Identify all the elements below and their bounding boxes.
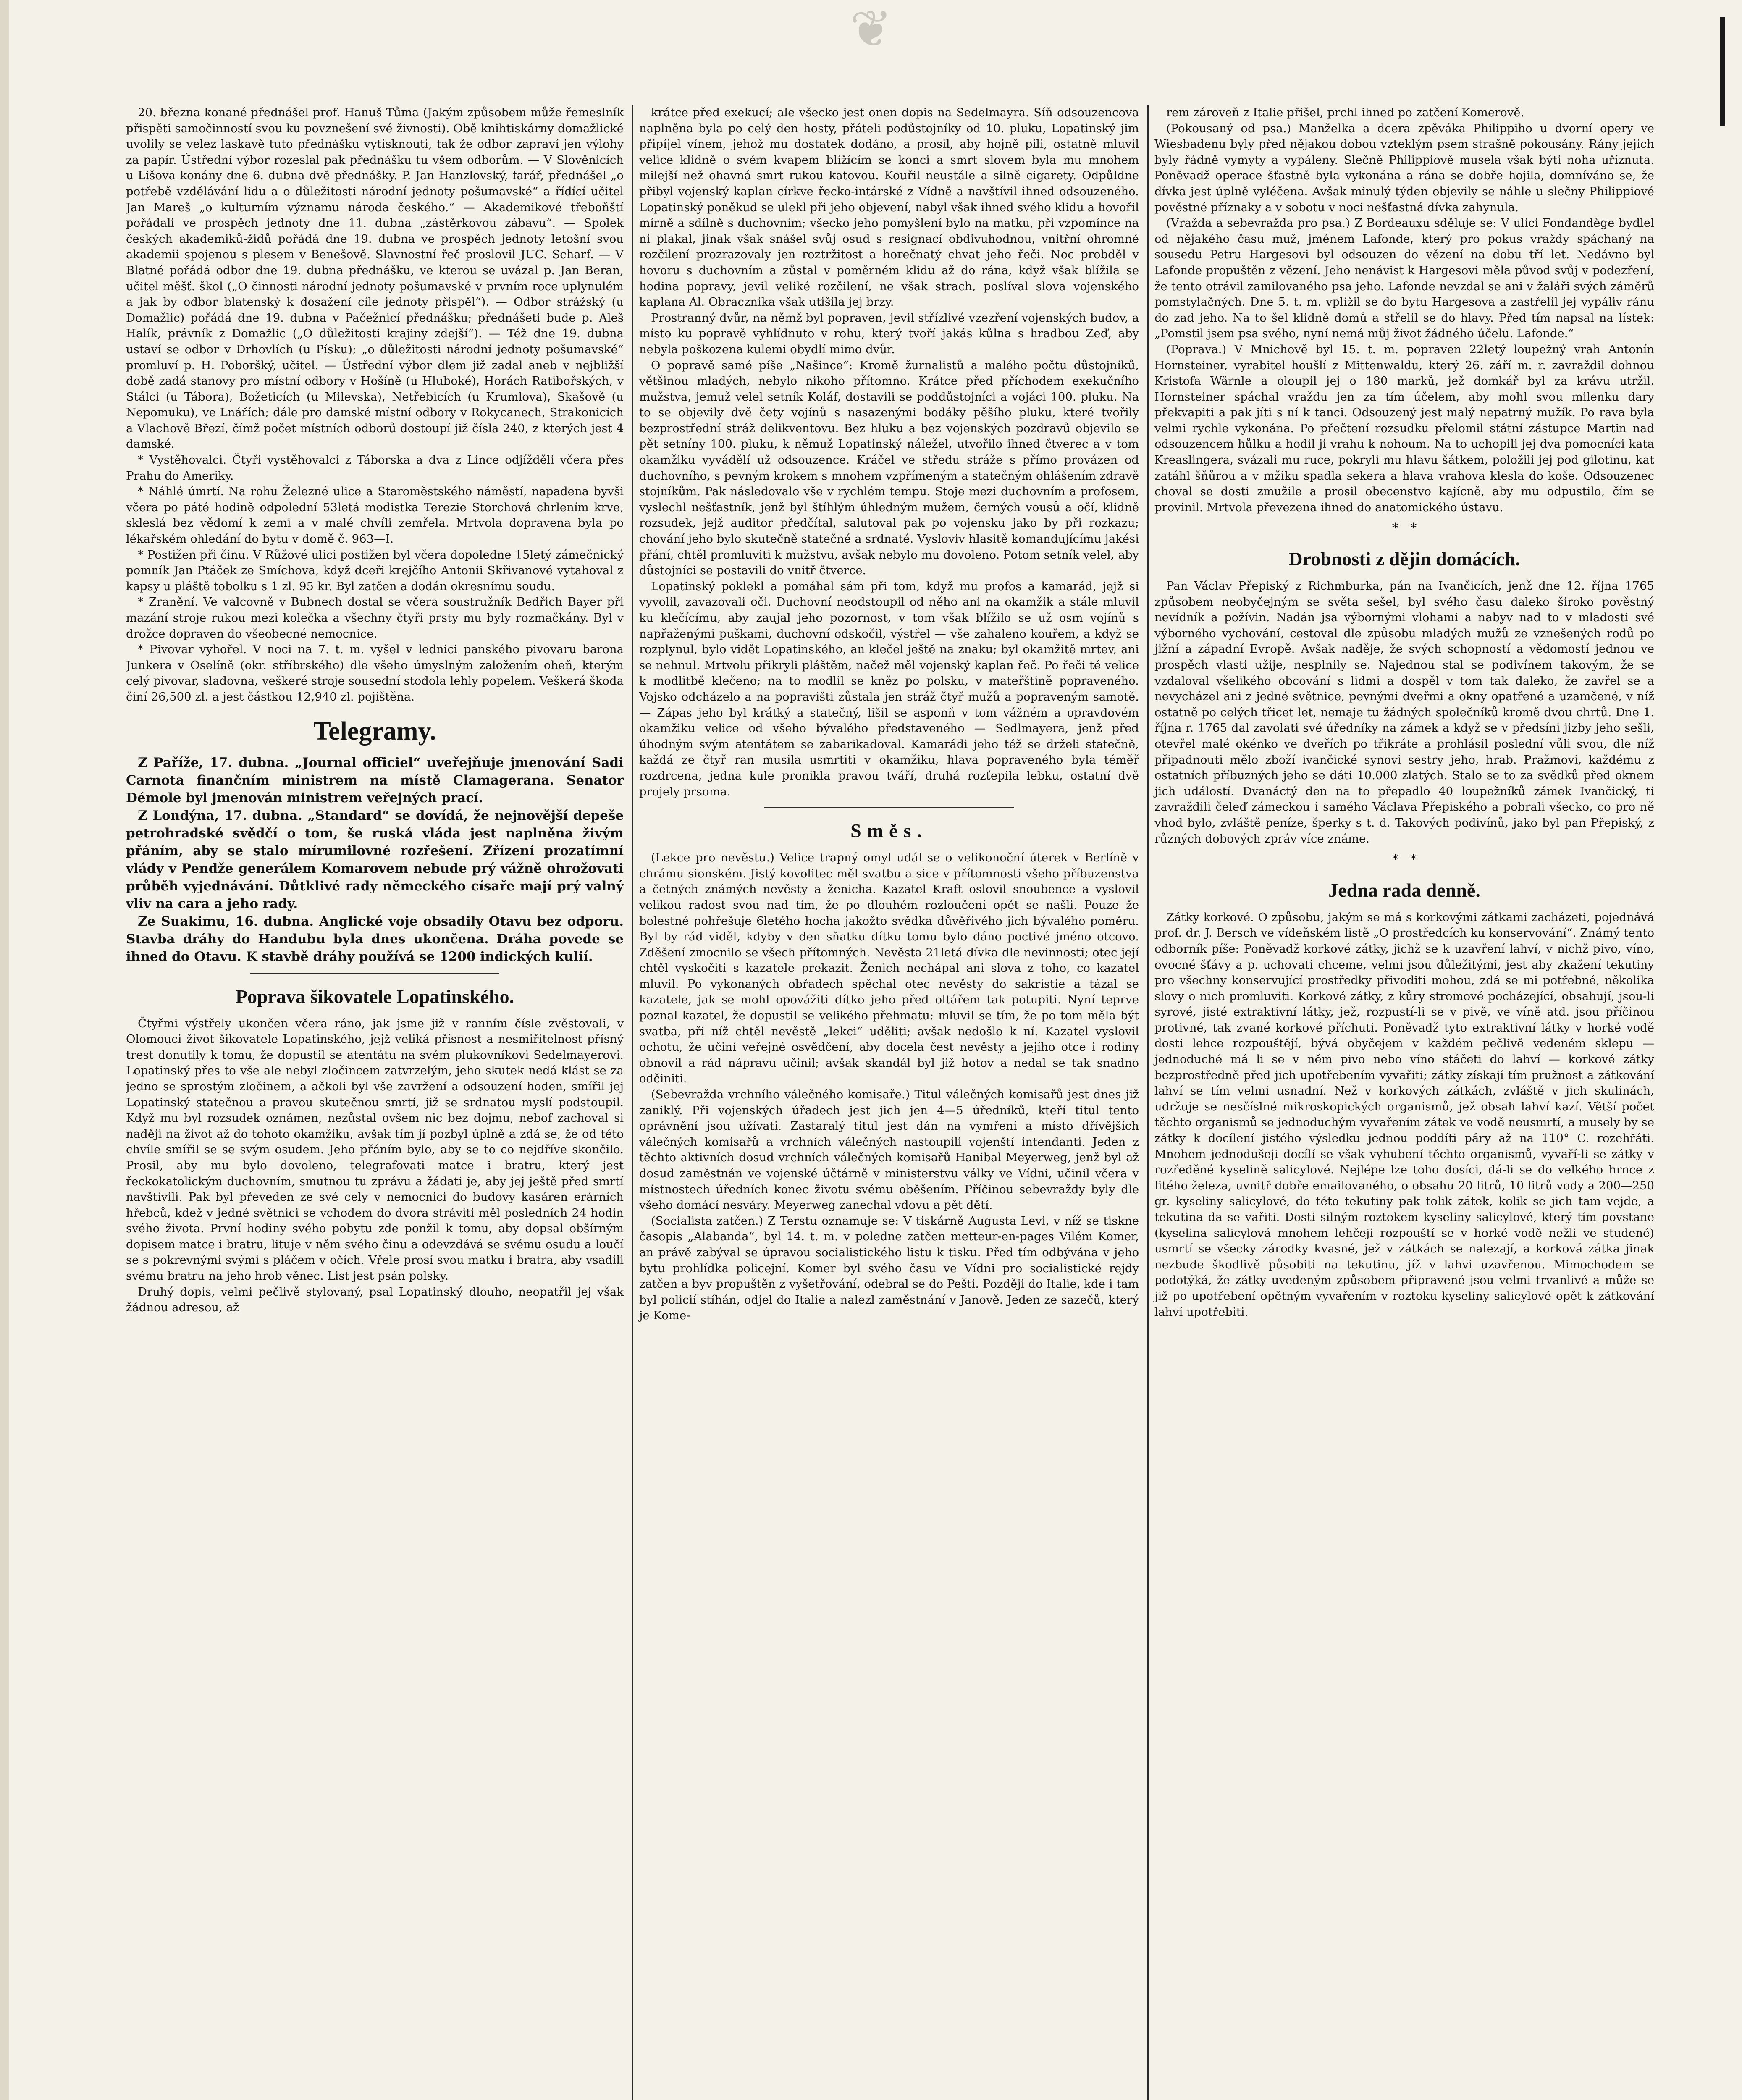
telegram: Ze Suakimu, 16. dubna. Anglické voje obsadily Otavu bez odporu. Stavba dráhy do Handubu byla dnes ukončena. Dráha povede se ihned do Otavu. K stavbě dráhy používá se 1200 indických kulií.: [126, 914, 624, 964]
paragraph: (Sebevražda vrchního válečného komisaře.) Titul válečných komisařů jest dnes již zaniklý. Při vojenských úřadech jest jich jen 4—5 úředníků, kteří titul tento oprávnění jsou užívati. Zastaralý titul jest dán na vymření a místo dřívějších válečných komisařů a vrchních válečných nastoupili vojenští intendanti. Jeden z těchto aktivních dosud vrchních válečných komisařů Hanibal Meyerweg, jenž byl až dosud zaměstnán ve vojenské účtárně v ministerstvu války ve Vídni, učinil včera v místnostech úředních konec životu svému oběšením. Příčinou sebevraždy byly dle všeho domácí nesváry. Meyerweg zanechal vdovu a pět dětí.: [639, 1088, 1139, 1212]
paragraph: Pan Václav Přepiský z Richmburka, pán na Ivančicích, jenž dne 12. října 1765 způsobem neobyčejným se světa sešel, byl svého času daleko široko pověstný nevídník a požívin. Nadán jsa výbornými vlohami a nabyv nad to v mladosti své výborného vychování, cestoval dle způsobu mladých mužů ze vznešených rodů po jižní a západní Evropě. Avšak naděje, že svých schopností a vědomostí jednou ve prospěch vlasti užije, nesplnily se. Najednou stal se podivínem takovým, že se vzdaloval všelikého obcování s lidmi a dospěl v tom tak daleko, že zavřel se a nevycházel ani z jedné světnice, pevnými dveřmi a okny opatřené a uzamčené, v níž ostatně po celých třicet let, nemaje tu žádných společníků kromě dvou chrtů. Dne 1. října r. 1765 dal zavolati své úředníky na zámek a když se v předsíni jizby jeho sešli, otevřel malé okénko ve dveřích po třikráte a prohlásil poslední vůli svou, dle níž připadnouti mělo zboží ivančické synovi sestry jeho, hrab. Pražmovi, každému z ostatních příbuzných jeho se dáti 10.000 zlatých. Stalo se to za svědků před oknem jich událostí. Dvanáctý den na to přepadlo 40 loupežníků zámek Ivančický, ti zavraždili čeleď zámeckou i samého Václava Přepiského a pobrali všecko, co pro ně vhod bylo, zvláště peníze, šperky s t. d. Takových podivínů, jako byl pan Přepiský, z různých dobových zpráv více známe.: [1154, 579, 1654, 845]
paragraph: (Pokousaný od psa.) Manželka a dcera zpěváka Philippiho u dvorní opery ve Wiesbadenu byly před nějakou dobou vzteklým psem strašně pokousány. Rány jejich byly řádně vymyty a vypáleny. Slečně Philippiově musela však býti noha uříznuta. Poněvadž operace šťastně byla vykonána a rána se dobře hojila, domníváno se, že dívka jest úplně vyléčena. Avšak minulý týden objevily se náhle u slečny Philippiové pověstné příznaky a v sobotu v noci nešťastná dívka zahynula.: [1154, 121, 1654, 214]
column-2: [632, 105, 1139, 2100]
paragraph: (Lekce pro nevěstu.) Velice trapný omyl udál se o velikonoční úterek v Berlíně v chrámu sionském. Jistý kovolitec měl svatbu a sice v přítomnosti všeho příbuzenstva a četných známých nevěsty a ženicha. Kazatel Kraft oslovil snoubence a vyslovil velikou radost svou nad tím, že po dlouhém rozloučení opět se našli. Pouze že bolestné pohřešuje 6letého hocha jakožto svědka důvěřivého jich bývalého poměru. Byl by rád viděl, kdyby v den sňatku dítku tomu bylo dáno poctivé jméno otcovo. Zděšení zmocnilo se všech přítomných. Nevěsta 21letá dívka dle nevinnosti; otec její chtěl vyskočiti s kazatele prekazit. Ženich nechápal ani slova z toho, co kazatel mluvil. Po vykonaných obřadech spěchal otec nevěsty do sakristie a tázal se kazatele, jak se mohl opovážiti dítko jeho před oltářem tak potupiti. Nyní teprve poznal kazatel, že dopustil se velikého přehmatu: mluvil se tím, že po tom měla být svatba, při níž chtěl nevěstě „lekci“ uděliti; avšak nedošlo k ní. Kazatel vyslovil ochotu, že učiní veřejné osvědčení, aby docela čest nevěsty a jejího otce i rodiny obnovil a rád nápravu učinil; avšak skandál byl již hotov a nedal se tak snadno odčiniti.: [639, 851, 1139, 1086]
paragraph: * Postižen při činu. V Růžové ulici postižen byl včera dopoledne 15letý zámečnický pomník Jan Ptáček ze Smíchova, když dceři krejčího Antonii Skřivanové vytahoval z kapsy u pláště tobolku s 1 zl. 95 kr. Byl zatčen a dodán okresnímu soudu.: [126, 548, 624, 593]
telegram-block: [126, 754, 624, 966]
paragraph: * Náhlé úmrtí. Na rohu Železné ulice a Staroměstského náměstí, napadena byvši včera po páté hodině odpolední 53letá modistka Terezie Storchová chrlením krve, skleslá bez vědomí k zemi a v malé chvíli zemřela. Mrtvola dopravena byla po lékařském ohledání do bytu v domě č. 963—I.: [126, 485, 624, 546]
heading-telegramy: Telegramy.: [313, 717, 436, 746]
paragraph: krátce před exekucí; ale všecko jest onen dopis na Sedelmayra. Síň odsouzencova naplněna byla po celý den hosty, přáteli podůstojníky od 10. pluku, Lopatinský jim připíjel vínem, jehož mu dostatek dodáno, a prosil, aby hojně pili, ostatně mluvil velice klidně o svém kvapem blížícím se konci a smrt slovem byla mu mnohem milejší než ohavná smrt rukou katovou. Kouřil neustále a silně cigarety. Odpůldne přibyl vojenský kaplan církve řecko-intárské z Vídně a navštívil ihned odsouzeného. Lopatinský poněkud se ulekl při jeho objevení, nabyl však ihned svého klidu a hovořil mírně a sdílně s duchovním; všecko jeho pomyšlení bylo na matku, při vzpomínce na ni plakal, jinak však snášel svůj osud s resignací obdivuhodnou, vnitřní ohromné rozčilení prozrazovaly jen roztržitost a horečnatý chvat jeho řeči. Noc probděl v hovoru s duchovním a zůstal v poměrném klidu až do rána, když však blížila se hodina popravy, jevil veliké rozčilení, ne však strach, poslíval slova vojenského kaplana Al. Obracznika však utišila jej brzy.: [639, 106, 1139, 309]
paragraph: (Socialista zatčen.) Z Terstu oznamuje se: V tiskárně Augusta Levi, v níž se tiskne časopis „Alabanda“, byl 14. t. m. v poledne zatčen metteur-en-pages Vilém Komer, an právě zabýval se úpravou socialistického listu k tisku. Před tím odbývána v jeho bytu prohlídka policejní. Komer byl svého času ve Vídni pro socialistické rejdy zatčen a byv propuštěn z vyšetřování, odebral se do Pešti. Později do Italie, kde i tam byl policií stíhán, odjel do Italie a nalezl zaměstnání v Janově. Jeden ze sazečů, který je Kome-: [639, 1214, 1139, 1323]
page-edge: [0, 0, 9, 2100]
newspaper-page: [126, 105, 1655, 2100]
paragraph: * Pivovar vyhořel. V noci na 7. t. m. vyšel v lednici panského pivovaru barona Junkera v Oselíně (okr. stříbrského) dle všeho úmyslným založením oheň, kterým celý pivovar, sladovna, veškeré stroje sousední stodola lehly popelem. Veškerá škoda činí 26,500 zl. a jest částkou 12,940 zl. pojištěna.: [126, 643, 624, 704]
page-mark: [1720, 17, 1725, 126]
heading-jedna-rada: Jedna rada denně.: [1328, 879, 1480, 901]
divider: [764, 807, 1014, 808]
paragraph: Lopatinský poklekl a pomáhal sám při tom, když mu profos a kamarád, jejž si vyvolil, zavazovali oči. Duchovní neodstoupil od něho ani na okamžik a stále mluvil ku klečícímu, aby zaujal jeho pozornost, v tom však blížilo se už osm vojínů s napřaženými puškami, duchovní odskočil, výstřel — vše zahaleno kouřem, a když se rozplynul, bylo vidět Lopatinského, an klečel ještě na znaku; byl okamžitě mrtev, ani se nehnul. Mrtvolu přikryli pláštěm, načež měl vojenský kaplan řeč. Po řeči té velice k modlitbě klečeno; na to modlil se kněz po polsku, v mateřštině popraveného. Vojsko odcházelo a na popravišti zůstala jen stráž čtyř mužů a popraveným samotě. — Zápas jeho byl krátký a statečný, lišil se asponň v tom vážném a opravdovém okamžiku velice od všeho bývalého představeného — Sedlmayera, jenž před úhodným svým atentátem se zabarikadoval. Kamarádi jeho též se drželi statečně, každá ze čtyř ran musila usmrtiti v okamžiku, hlava popraveného byla téměř rozdrcena, jedna kule pronikla pravou tváří, druhá rozťepila lebku, ostatní dvě projely prsoma.: [639, 579, 1139, 798]
paragraph: rem zároveň z Italie přišel, prchl ihned po zatčení Komerově.: [1166, 106, 1524, 119]
paragraph: Zátky korkové. O způsobu, jakým se má s korkovými zátkami zacházeti, pojednává prof. dr. J. Bersch ve vídeňském listě „O prostředcích ku konservování“. Známý tento odborník píše: Poněvadž korkové zátky, jichž se k uzavření lahví, v nichž pivo, víno, ovocné šťávy a p. uchovati chceme, velmi jsou důležitými, jest aby zkažení tekutiny pro všechny konservující prostředky přivoditi mohou, zdá se mi potřebné, několika slovy o nich promluviti. Korkové zátky, z kůry stromové pocházející, obsahují, jsou-li syrové, jisté extraktivní látky, jež, rozpustí-li se v pivě, ve víně atd. jsou příčinou protivné, tak zvané korkové příchuti. Poněvadž tyto extraktivní látky v horké vodě dosti lehce rozpouštějí, bývá obyčejem v každém pečlivě vedeném sklepu — jednoduché má li se v něm pivo nebo víno stáčeti do lahví — korkové zátky bezprostředně před jich upotřebením vyvařiti; zátky získají tím pružnost a zátkování lahví se tím velmi usnadní. Než v korkových zátkách, zvláště v jich skulinách, udržuje se nesčíslné mikroskopických organismů, jež obsah lahví kazí. Větší počet těchto organismů se jednoduchým vyvařením zátek ve vodě neusmrtí, a musely by se zátky k docílení jistého výsledku jednou poddíti páry až na 110° C. rozehřáti. Mnohem jednodušeji docílí se však vyhubení těchto organismů, vyvaří-li se zátky v rozředěné kyselině salicylové. Nejlépe lze toho dosíci, dá-li se do velkého hrnce z litého železa, uvnitř dobře emailovaného, o obsahu 20 litrů, 10 litrů vody a 200—250 gr. kyseliny salicylové, do této tekutiny pak tolik zátek, kolik se jich tam vejde, a tekutina da se vařiti. Dosti silným roztokem kyseliny salicylové, který tím povstane (kyselina salicylová mnohem lehčeji rozpouští se v horké vodě nežli ve studené) usmrtí se všecky zárodky kvasné, jež v zátkách se nalezají, a korková zátka jinak nezbude škodlivě působiti na tekutinu, jíž v lahvi uzavřenou. Mimochodem se podotýká, že zátky uvedeným způsobem připravené jsou velmi trvanlivé a může se již po upotřebení opětným vyvařením v roztoku kyseliny salicylové opět k zátkování lahví upotřebiti.: [1154, 910, 1654, 1319]
heading-poprava: Poprava šikovatele Lopatinského.: [235, 985, 514, 1007]
paragraph: Druhý dopis, velmi pečlivě stylovaný, psal Lopatinský dlouho, neopatřil jej však žádnou adresou, až: [126, 1285, 624, 1315]
paragraph: * Zranění. Ve valcovně v Bubnech dostal se včera soustružník Bedřich Bayer při mazání stroje rukou mezi kolečka a všechny čtyři prsty mu byly rozmačkány. Byl v drožce dopraven do všeobecné nemocnice.: [126, 595, 624, 640]
telegram: Z Londýna, 17. dubna. „Standard“ se dovídá, že nejnovější depeše petrohradské svědčí o tom, še ruská vláda jest naplněna živým přáním, aby se stalo mírumilovné rozřešení. Zřízení prozatímní vlády v Pendže generálem Komarovem nebude prý vážně ohrožovati průběh vyjednávání. Důtklivé rady německého císaře mají prý valný vliv na cara a jeho rady.: [126, 808, 624, 911]
heading-drobnosti: Drobnosti z dějin domácích.: [1288, 548, 1520, 570]
paragraph: Čtyřmi výstřely ukončen včera ráno, jak jsme již v ranním čísle zvěstovali, v Olomouci život šikovatele Lopatinského, jejž veliká přísnost a nesmiřitelnost přísný trest donutily k tomu, že dopustil se atentátu na svém plukovníkovi Sedelmayerovi. Lopatinský přes to vše ale nebyl zločincem zatvrzelým, jeho skutek nedá klást se za jedno se sprostým zločinem, a ačkoli byl vše zavržení a odsouzení hoden, smířil jej Lopatinský statečnou a pravou skutečnou smrtí, již se srdnatou myslí podstoupil. Když mu byl rozsudek oznámen, nezůstal ovšem nic bez dojmu, nebof zachoval si naději na život až do tohoto okamžiku, avšak tím jí pozbyl úplně a zdá se, že od této chvíle smířil se se svým osudem. Jeho přáním bylo, aby se to co nejdříve skončilo. Prosil, aby mu bylo dovoleno, telegrafovati matce i bratru, který jest řeckokatolickým duchovním, smutnou tu zprávu a žádati je, aby jej ještě před smrtí navštívili. Pak byl převeden ze své cely v nemocnici do budovy kasáren erárních hřebců, kdež v jedné světnici se vchodem do dvora stráviti měl posledních 24 hodin svého života. První hodiny svého pobytu zde ponžil k tomu, aby dopsal obšírným dopisem matce i bratru, lituje v něm svého činu a odevzdává se svému osudu a loučí se s pokrevnými svými s pláčem v očích. Vřele prosí svou matku i bratra, aby vsadili svému bratru na jeho hrob věnec. List jest psán polsky.: [126, 1016, 624, 1283]
paragraph: Prostranný dvůr, na němž byl popraven, jevil střízlivé vzezření vojenských budov, a místo ku popravě vyhlídnuto v rohu, který tvoří jakás kůlna s hradbou Zeď, aby nebyla poškozena kulemi obydlí mimo dvůr.: [639, 311, 1139, 356]
paragraph: * Vystěhovalci. Čtyři vystěhovalci z Táborska a dva z Lince odjížděli včera přes Prahu do Ameriky.: [126, 453, 624, 483]
divider: [250, 973, 499, 974]
telegram: Z Paříže, 17. dubna. „Journal officiel“ uveřejňuje jmenování Sadi Carnota finančním ministrem na místě Clamagerana. Senator Démole byl jmenován ministrem veřejných prací.: [126, 755, 624, 806]
paragraph: (Vražda a sebevražda pro psa.) Z Bordeauxu sděluje se: V ulici Fondandège bydlel od nějakého času muž, jménem Lafonde, který pro pokus vraždy spáchaný na sousedu Petru Hargesovi byl odsouzen do vězení na dobu tří let. Nedávno byl Lafonde propuštěn z vězení. Jeho nenávist k Hargesovi měla původ svůj v podezření, že tento otrávil zamilovaného psa jeho. Lafonde nevzdal se ani v žaláři svých záměrů pomstylačných. Dne 5. t. m. vplížil se do bytu Hargesova a zastřelil jej vypáliv ránu do zad jeho. Na to šel klidně domů a střelil se do hlavy. Před tím napsal na lístek: „Pomstil jsem psa svého, nyní nemá můj život žádného účelu. Lafonde.“: [1154, 216, 1654, 341]
ornament-icon: ❦: [850, 0, 892, 58]
paragraph: O popravě samé píše „Našince“: Kromě žurnalistů a malého počtu důstojníků, většinou mladých, nebylo nikoho přítomno. Krátce před příchodem exekučního mužstva, jemuž velel setník Koláf, dostavili se poddůstojníci a vojáci 100. pluku. Na to se objevily dvě čety vojínů s nasazenými bodáky pěšího pluku, které tvořily bezprostřední stráž delikventovu. Bez hluku a bez vojenských pozdravů objevilo se pět setníny 100. pluku, k němuž Lopatinský náležel, utvořilo ihned čtverec a v tom okamžiku vyvádělí už odsouzence. Kráčel ve středu stráže s přímo provázen od duchovního, s pevným krokem s mnohem vzpřímeným a statečným ohlášením zdravě stojníkům. Pak následovalo vše v rychlém tempu. Stoje mezi duchovním a profosem, vyslechl nešťastník, jenž byl štíhlým úhledným mužem, černých vousů a očí, klidně rozsudek, jejž auditor předčítal, salutoval pak po vojensku jako by při rozkazu; chování jeho bylo skutečně statečné a srdnaté. Vysloviv hlasitě komandujícímu jakési přání, chtěl promluviti k mužstvu, avšak nebylo mu dovoleno. Potom setník velel, aby důstojníci se postavili do vnitř čtverce.: [639, 358, 1139, 578]
heading-smes: Směs.: [850, 820, 928, 842]
paragraph: 20. března konané přednášel prof. Hanuš Tůma (Jakým způsobem může řemeslník přispěti samočinností svou ku povznešení své živnosti). Obě knihtiskárny domažlické uvolily se velez laskavě tuto přednášku vytisknouti, tak že odbor zapraví jen výlohy za papír. Ústřední výbor rozeslal pak přednášku tu všem odborům. — V Slověnicích u Lišova konány dne 6. dubna dvě přednášky. P. Jan Hanzlovský, farář, přednášel „o potřebě vzdělávání lidu a o důležitosti národní jednoty pošumavské“ a řídící učitel Jan Mareš „o kulturním významu národa českého.“ — Akademikové třeboňští pořádali ve prospěch jednoty dne 11. dubna „zástěrkovou zábavu“. — Spolek českých akademiků-židů pořádá dne 19. dubna ve prospěch jednoty letošní svou akademii spojenou s plesem v Benešově. Slavnostní řeč proslovil JUC. Scharf. — V Blatné pořádá odbor dne 19. dubna přednášku, ve kterou se uvázal p. Jan Beran, učitel měšť. škol („O činnosti národní jednoty pošumavské v prvním roce uplynulém a jak by odbor blatenský k dosažení cíle jednoty přispěl“). — Odbor strážský (u Domažlic) pořádá dne 19. dubna v Pačežnicí přednášku; přednášeti bude p. Aleš Halík, právník z Domažlic („O důležitosti krajiny zdejší“). — Též dne 19. dubna ustaví se odbor v Drhovlích (u Písku); „o důležitosti národní jednoty pošumavské“ promluví p. H. Poboršký, učitel. — Ústřední výbor dlem již zadal aneb v nejbližší době zadá stanovy pro místní odbory v Hošíně (u Hluboké), Horách Ratibořských, v Stálci (u Tábora), Božeticích (u Milevska), Netřebicích (u Krumlova), Skašově (u Nepomuku), ve Lnářích; dále pro damské místní odbory v Rokycanech, Strakonicích a Vlachově Březí, čímž počet místních odborů dostoupí již čísla 240, z kterých jest 4 damské.: [126, 106, 624, 451]
column-3: [1147, 105, 1654, 2100]
section-separator-icon: * *: [1392, 852, 1417, 867]
section-separator-icon: * *: [1392, 521, 1417, 536]
paragraph: (Poprava.) V Mnichově byl 15. t. m. popraven 22letý loupežný vrah Antonín Hornsteiner, vyrabitel houšlí z Mittenwaldu, který 26. září m. r. zavraždil dohnou Kristofa Wärnle a oloupil jej o 180 marků, jež domkář byl za krávu utržil. Hornsteiner spáchal vraždu jen za tím účelem, aby mohl svou milenku dary překvapiti a pak jíti s ní k tanci. Odsouzený jest malý nepatrný mužík. Po rava byla velmi rychle vykonána. Po přečtení rozsudku přelomil státní zástupce Martin nad odsouzencem hůlku a hodil ji vrahu k nohoum. Na to uchopili jej dva pomocníci kata Kreaslingera, svázali mu ruce, pokryli mu hlavu šátkem, položili jej pod gilotinu, kat zatáhl šňůrou a v mžiku spadla sekera a hlava vrahova klesla do koše. Odsouzenec choval se dosti zmužile a prosil obecenstvo kajícně, aby mu odpustilo, čím se provinil. Mrtvola převezena ihned do anatomického ústavu.: [1154, 342, 1654, 514]
column-1: [126, 105, 624, 2100]
